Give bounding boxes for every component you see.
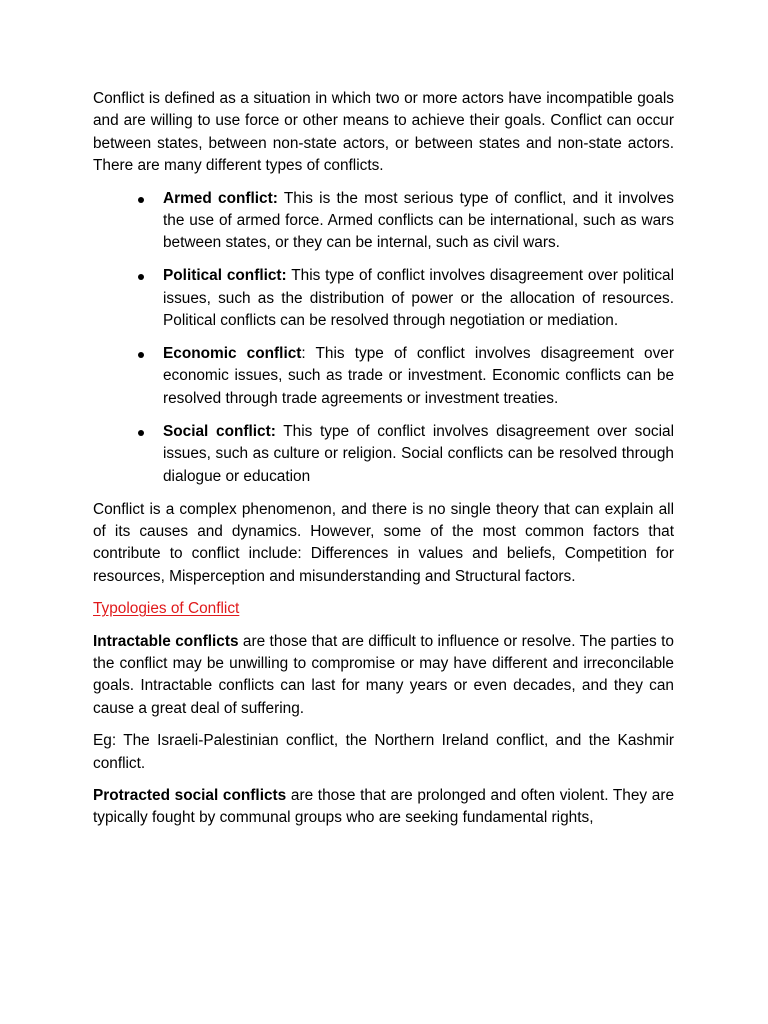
document-page xyxy=(93,88,674,840)
definition-social-conflict: This type of conflict involves disagreement over social issues, such as culture or religion. Social conflicts can be resolved through dialogue or education xyxy=(163,422,674,485)
list-item-social-conflict xyxy=(93,421,674,488)
list-item-political-conflict xyxy=(93,265,674,332)
definition-armed-conflict: This is the most serious type of conflict, and it involves the use of armed force. Armed conflicts can be international, such as wars between states, or they can be internal, such as civil wars. xyxy=(163,189,675,252)
complexity-paragraph: Conflict is a complex phenomenon, and there is no single theory that can explain all of its causes and dynamics. However, some of the most common factors that contribute to conflict include: Differences in values and beliefs, Competition for resources, Misperception and misunderstanding and Structural factors. xyxy=(93,500,674,585)
definition-economic-conflict: : This type of conflict involves disagreement over economic issues, such as trade or investment. Economic conflicts can be resolved through trade agreements or investment treaties. xyxy=(163,345,674,407)
typologies-heading-text: Typologies of Conflict xyxy=(93,600,240,618)
bullet-icon xyxy=(138,197,144,203)
intro-paragraph: Conflict is defined as a situation in which two or more actors have incompatible goals and are willing to use force or other means to achieve their goals. Conflict can occur between states, between non-state actors, or between states and non-state actors. There are many different types of conflicts. xyxy=(93,90,674,175)
bullet-icon xyxy=(138,274,144,280)
typologies-heading xyxy=(93,598,674,620)
definition-political-conflict: This type of conflict involves disagreement over political issues, such as the distribution of power or the allocation of resources. Political conflicts can be resolved through negotiation or mediation. xyxy=(163,267,674,330)
term-political-conflict: Political conflict: xyxy=(163,267,287,285)
term-economic-conflict: Economic conflict xyxy=(163,345,302,363)
intractable-example-paragraph: Eg: The Israeli-Palestinian conflict, the Northern Ireland conflict, and the Kashmir conflict. xyxy=(93,732,674,772)
term-protracted-social-conflicts: Protracted social conflicts xyxy=(93,786,287,804)
conflict-types-list xyxy=(93,188,674,488)
bullet-icon xyxy=(138,430,144,436)
definition-intractable-conflicts: are those that are difficult to influence or resolve. The parties to the conflict may be unwilling to compromise or may have different and irreconcilable goals. Intractable conflicts can last for many years or even decades, and they can cause a great deal of suffering. xyxy=(93,632,674,717)
list-item-armed-conflict xyxy=(93,188,674,255)
list-item-economic-conflict xyxy=(93,343,674,410)
bullet-icon xyxy=(138,352,144,358)
term-intractable-conflicts: Intractable conflicts xyxy=(93,632,239,650)
term-social-conflict: Social conflict: xyxy=(163,422,276,440)
protracted-paragraph xyxy=(93,785,674,830)
intractable-paragraph xyxy=(93,631,674,721)
term-armed-conflict: Armed conflict: xyxy=(163,189,278,207)
definition-protracted-social-conflicts: are those that are prolonged and often violent. They are typically fought by communal groups who are seeking fundamental rights, xyxy=(93,786,675,827)
